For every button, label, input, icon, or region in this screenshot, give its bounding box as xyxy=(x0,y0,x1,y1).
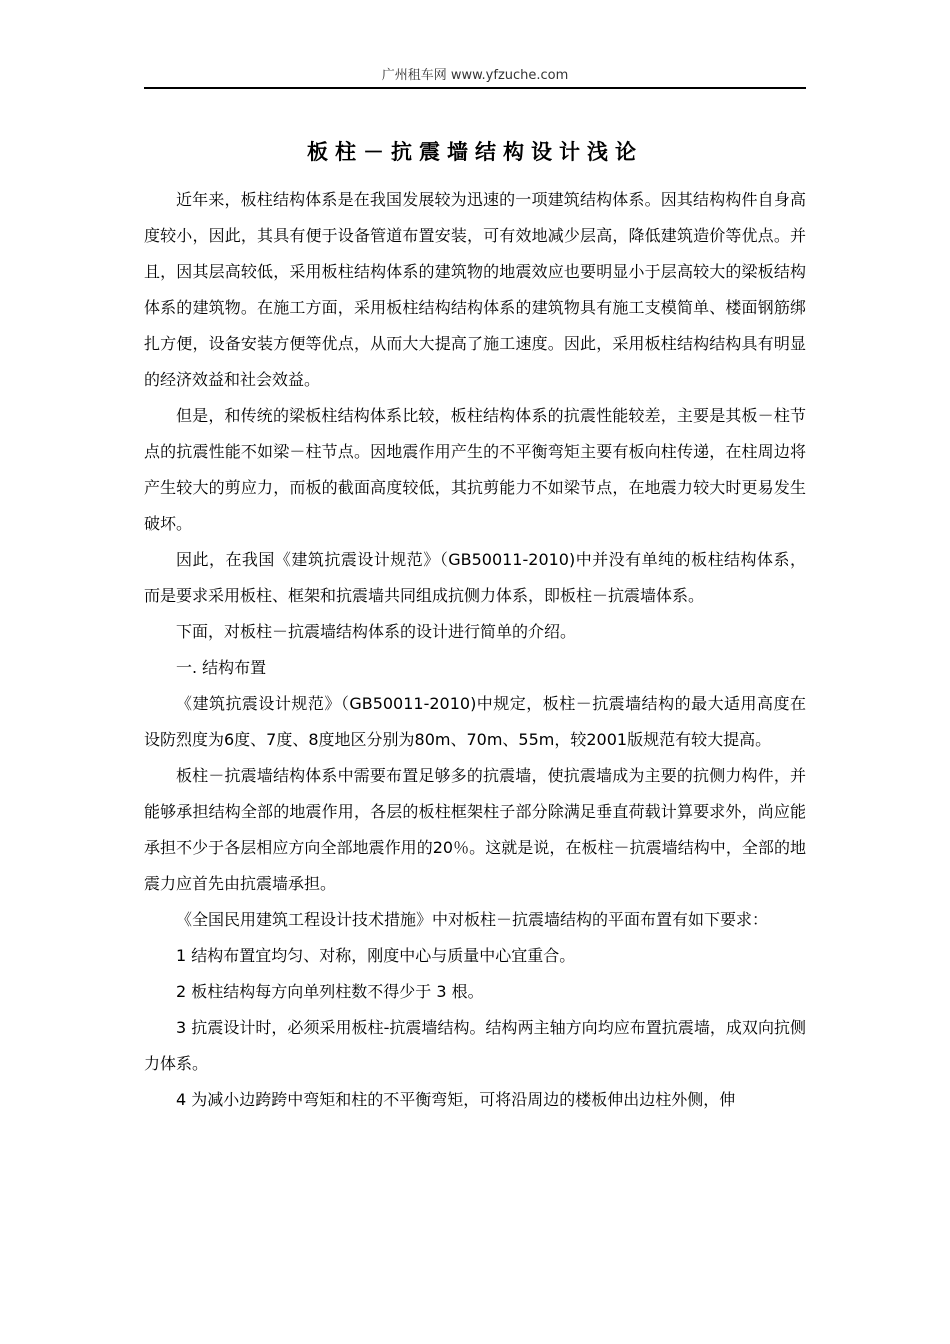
header-divider xyxy=(144,87,806,89)
list-item-3: 3 抗震设计时，必须采用板柱-抗震墙结构。结构两主轴方向均应布置抗震墙，成双向抗侧力体系。 xyxy=(144,1018,806,1073)
paragraph-intro: 近年来，板柱结构体系是在我国发展较为迅速的一项建筑结构体系。因其结构构件自身高度较小，因此，其具有便于设备管道布置安装，可有效地减少层高，降低建筑造价等优点。并且，因其层高较低，采用板柱结构体系的建筑物的地震效应也要明显小于层高较大的梁板结构体系的建筑物。在施工方面，采用板柱结构结构体系的建筑物具有施工支模简单、楼面钢筋绑扎方便，设备安装方便等优点，从而大大提高了施工速度。因此，采用板柱结构结构具有明显的经济效益和社会效益。 xyxy=(144,190,806,389)
document-body xyxy=(144,182,806,1118)
list-item-2: 2 板柱结构每方向单列柱数不得少于 3 根。 xyxy=(176,982,484,1001)
paragraph-max-height: 《建筑抗震设计规范》（GB50011-2010)中规定，板柱－抗震墙结构的最大适用高度在设防烈度为6度、7度、8度地区分别为80m、70m、55m，较2001版规范有较大提高。 xyxy=(144,694,806,749)
paragraph-code-requirement: 因此，在我国《建筑抗震设计规范》（GB50011-2010)中并没有单纯的板柱结构体系，而是要求采用板柱、框架和抗震墙共同组成抗侧力体系，即板柱－抗震墙体系。 xyxy=(144,550,806,605)
list-item-4: 4 为减小边跨跨中弯矩和柱的不平衡弯矩，可将沿周边的楼板伸出边柱外侧，伸 xyxy=(176,1090,736,1109)
list-item-1: 1 结构布置宜均匀、对称，刚度中心与质量中心宜重合。 xyxy=(176,946,576,965)
paragraph-layout-requirements: 《全国民用建筑工程设计技术措施》中对板柱－抗震墙结构的平面布置有如下要求： xyxy=(176,910,769,929)
document-title: 板柱－抗震墙结构设计浅论 xyxy=(307,140,643,164)
paragraph-drawbacks: 但是，和传统的梁板柱结构体系比较，板柱结构体系的抗震性能较差，主要是其板－柱节点的抗震性能不如梁－柱节点。因地震作用产生的不平衡弯矩主要有板向柱传递，在柱周边将产生较大的剪应力，而板的截面高度较低，其抗剪能力不如梁节点，在地震力较大时更易发生破坏。 xyxy=(144,406,806,533)
paragraph-introduction-line: 下面，对板柱－抗震墙结构体系的设计进行简单的介绍。 xyxy=(176,622,577,641)
paragraph-shear-walls: 板柱－抗震墙结构体系中需要布置足够多的抗震墙，使抗震墙成为主要的抗侧力构件，并能够承担结构全部的地震作用，各层的板柱框架柱子部分除满足垂直荷载计算要求外，尚应能承担不少于各层相应方向全部地震作用的20％。这就是说，在板柱－抗震墙结构中，全部的地震力应首先由抗震墙承担。 xyxy=(144,766,806,893)
section-heading-structure-layout: 一. 结构布置 xyxy=(176,658,267,677)
page-header-text: 广州租车网 www.yfzuche.com xyxy=(381,68,569,83)
